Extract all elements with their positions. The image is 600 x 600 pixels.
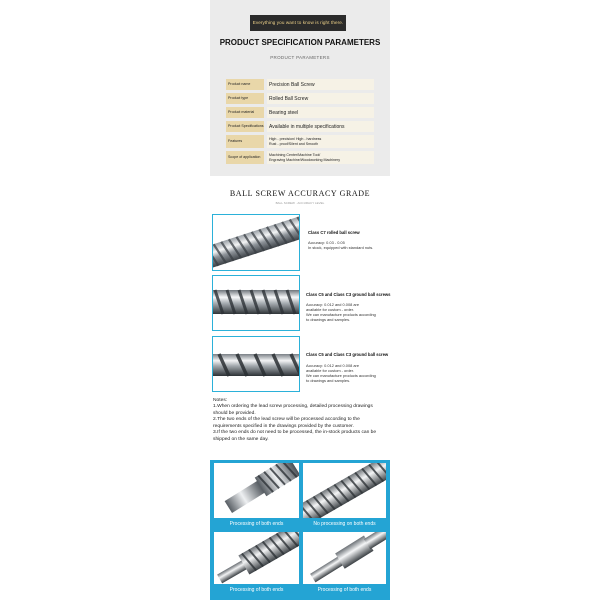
grade-desc-line: Accuracy: 0.012 and 0.008 are — [306, 302, 359, 307]
notes-line: 2.The two ends of the lead screw will be processed according to the — [213, 417, 360, 423]
param-value: Rolled Ball Screw — [267, 93, 374, 104]
photo-caption: Processing of both ends — [229, 521, 284, 527]
param-row — [226, 121, 374, 132]
param-row — [226, 79, 374, 90]
param-value: Precision Ball Screw — [267, 79, 374, 90]
notes-line: shipped on the same day. — [213, 436, 269, 442]
grade-desc-line: to drawings and samples. — [306, 377, 351, 383]
photo-caption: Processing of both ends — [229, 587, 284, 593]
banner: Everything you want to know is right there. — [250, 15, 346, 31]
grade-desc-line: available for custom - order. — [306, 367, 355, 373]
param-label: Product Specifications — [226, 121, 264, 132]
grade-desc-line: We can manufacture products according — [306, 311, 376, 317]
param-value-line: Machining Center/Machine Tool/ — [269, 153, 321, 158]
spec-subtitle: PRODUCT PARAMETERS — [270, 55, 330, 60]
processed-screw-photo — [214, 532, 299, 584]
notes-heading: Notes: — [213, 398, 228, 403]
ground-screw-image — [212, 275, 300, 331]
param-label: Product material — [226, 107, 264, 118]
processed-screw-photo — [214, 463, 299, 518]
param-label: Features — [226, 135, 264, 148]
grade-title: Class C5 and Class C3 ground ball screws — [306, 292, 391, 297]
accuracy-subtitle: BALL SCREW · ACCURACY LEVEL — [275, 201, 325, 205]
accuracy-title: BALL SCREW ACCURACY GRADE — [229, 189, 371, 198]
notes-line: requirements specified in the drawings provided by the customer. — [213, 423, 354, 429]
grade-desc-line: Accuracy: 0.03 - 0.05 — [308, 240, 345, 245]
ground-screw-image — [212, 336, 300, 392]
processed-screw-photo — [303, 532, 386, 584]
photo-caption: No processing on both ends — [313, 521, 376, 527]
rolled-screw-image — [212, 214, 300, 271]
param-label: Scope of application — [226, 151, 264, 164]
photo-caption: Processing of both ends — [317, 587, 372, 593]
grade-desc-line: In stock, equipped with standard nuts. — [308, 244, 374, 250]
params-table — [226, 79, 374, 167]
param-label: Product type — [226, 93, 264, 104]
param-row — [226, 135, 374, 148]
param-value-line: High - precision/ High - hardness — [269, 137, 322, 142]
grade-desc-line: to drawings and samples. — [306, 316, 351, 322]
grade-title: Class C5 and Class C3 ground ball screw — [306, 352, 389, 357]
param-value — [267, 135, 374, 148]
param-label: Product name — [226, 79, 264, 90]
grade-title: Class C7 rolled ball screw — [308, 230, 360, 235]
param-row — [226, 107, 374, 118]
param-value: Bearing steel — [267, 107, 374, 118]
spec-title: PRODUCT SPECIFICATION PARAMETERS — [219, 38, 381, 47]
param-row — [226, 93, 374, 104]
param-value — [267, 151, 374, 164]
grade-desc-line: available for custom - order. — [306, 306, 355, 312]
grade-desc-line: Accuracy: 0.012 and 0.008 are — [306, 363, 359, 368]
unprocessed-screw-photo — [303, 463, 386, 518]
grade-desc-line: We can manufacture products according — [306, 372, 376, 378]
grade-desc — [306, 364, 376, 384]
param-value-line: Rust - proof/Silent and Smooth — [269, 141, 319, 146]
notes-line: should be provided. — [213, 410, 256, 416]
param-value-line: Engraving Machine/Woodworking Machinery — [269, 157, 341, 162]
param-value: Available in multiple specifications — [267, 121, 374, 132]
notes-line: 1.When ordering the lead screw processing, detailed processing drawings — [213, 404, 373, 410]
notes — [213, 398, 389, 443]
grade-desc — [308, 241, 373, 251]
notes-line: 3.If the two ends do not need to be processed, the in-stock products can be — [213, 430, 377, 436]
grade-desc — [306, 303, 376, 323]
param-row — [226, 151, 374, 164]
